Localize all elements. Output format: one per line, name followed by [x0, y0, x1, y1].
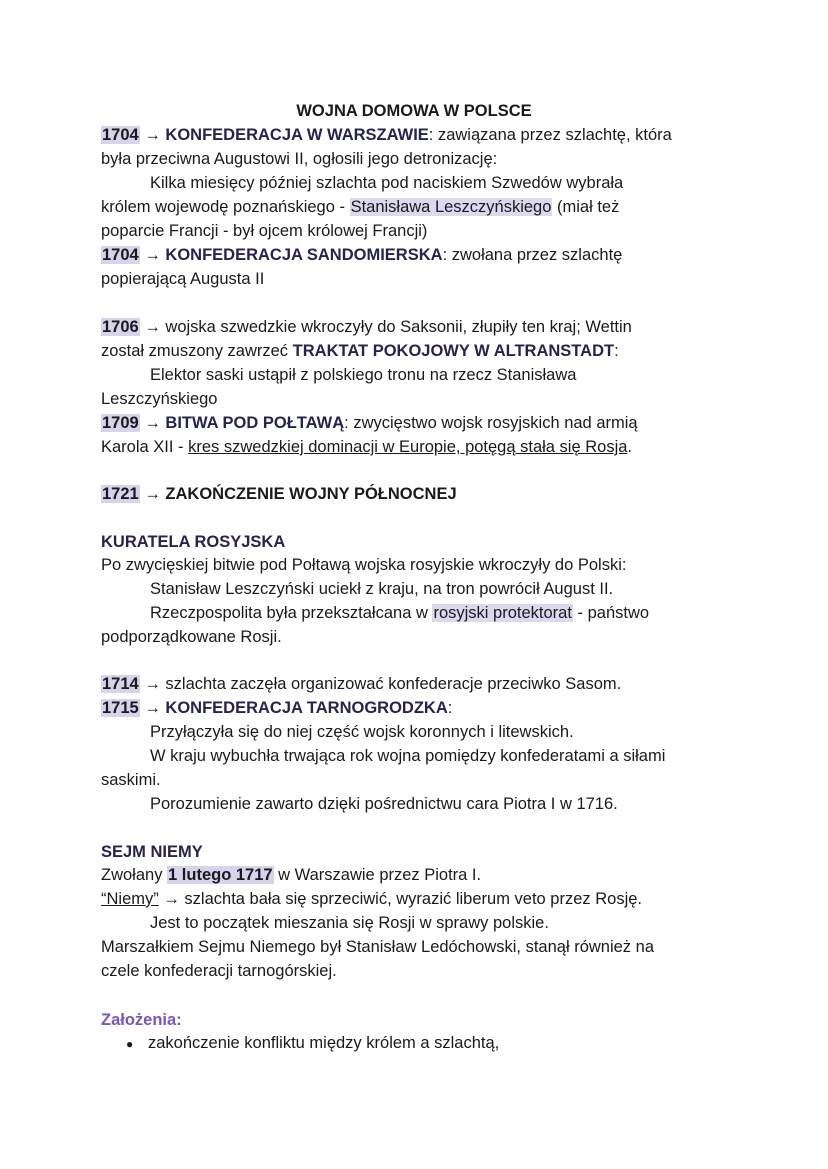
text-line: Elektor saski ustąpił z polskiego tronu na rzecz Stanisława: [150, 366, 577, 384]
underlined-text: “Niemy”: [101, 890, 159, 908]
text-line: [101, 863, 481, 887]
text-line: Stanisław Leszczyński uciekł z kraju, na tron powrócił August II.: [150, 580, 614, 598]
text-line: [150, 601, 649, 625]
text-line: Porozumienie zawarto dzięki pośrednictwu cara Piotra I w 1716.: [150, 795, 618, 813]
text: - państwo: [572, 604, 650, 622]
year-badge: 1706: [102, 318, 139, 336]
section-heading-kuratela: KURATELA ROSYJSKA: [101, 533, 286, 551]
entry-1706: [101, 315, 632, 339]
section-heading-zalozenia: Założenia:: [101, 1011, 182, 1029]
entry-1715: [101, 696, 452, 720]
arrow-icon: →: [163, 890, 180, 908]
year-badge: 1704: [102, 126, 139, 144]
arrow-icon: →: [144, 675, 161, 693]
text: szlachta bała się sprzeciwić, wyrazić liberum veto przez Rosję.: [179, 890, 643, 908]
underlined-text: kres szwedzkiej dominacji w Europie, potęgą stała się Rosja: [188, 438, 628, 456]
text-line: była przeciwna Augustowi II, ogłosili jego detronizację:: [101, 150, 498, 168]
keyword: BITWA POD POŁTAWĄ: [165, 414, 345, 432]
text: :: [614, 342, 619, 360]
text-line: Przyłączyła się do niej część wojsk koronnych i litewskich.: [150, 723, 574, 741]
text: :: [447, 699, 453, 717]
year-badge: 1715: [102, 699, 139, 717]
text: .: [627, 438, 633, 456]
year-badge: 1704: [102, 246, 139, 264]
arrow-icon: →: [144, 414, 161, 432]
text-line: saskimi.: [101, 771, 161, 789]
highlight: Stanisława Leszczyńskiego: [350, 198, 552, 216]
text: zakończenie konfliktu między królem a szlachtą,: [148, 1034, 500, 1052]
text-line: Jest to początek mieszania się Rosji w sprawy polskie.: [150, 914, 549, 932]
text-line: [101, 887, 642, 911]
text: szlachta zaczęła organizować konfederacje przeciwko Sasom.: [160, 675, 622, 693]
text: wojska szwedzkie wkroczyły do Saksonii, złupiły ten kraj; Wettin: [160, 318, 632, 336]
text: Karola XII -: [101, 438, 189, 456]
keyword: KONFEDERACJA TARNOGRODZKA: [165, 699, 448, 717]
text: : zwołana przez szlachtę: [442, 246, 623, 264]
text: Zwołany: [101, 866, 168, 884]
text-line: [101, 435, 632, 459]
arrow-icon: →: [144, 126, 161, 144]
text-line: W kraju wybuchła trwająca rok wojna pomiędzy konfederatami a siłami: [150, 747, 666, 765]
entry-1714: [101, 672, 621, 696]
keyword: ZAKOŃCZENIE WOJNY PÓŁNOCNEJ: [165, 485, 457, 503]
date-highlight: 1 lutego 1717: [168, 866, 273, 884]
text: został zmuszony zawrzeć: [101, 342, 293, 360]
text: Rzeczpospolita była przekształcana w: [150, 604, 433, 622]
arrow-icon: →: [144, 485, 161, 503]
text: królem wojewodę poznańskiego -: [101, 198, 350, 216]
arrow-icon: →: [144, 246, 161, 264]
year-badge: 1709: [102, 414, 139, 432]
text: : zwycięstwo wojsk rosyjskich nad armią: [344, 414, 638, 432]
text-line: Leszczyńskiego: [101, 390, 218, 408]
text-line: Po zwycięskiej bitwie pod Połtawą wojska rosyjskie wkroczyły do Polski:: [101, 556, 627, 574]
page-title: WOJNA DOMOWA W POLSCE: [296, 102, 532, 120]
arrow-icon: →: [144, 318, 161, 336]
list-item: [126, 1031, 499, 1056]
bullet-icon: ●: [126, 1037, 134, 1051]
text-line: Marszałkiem Sejmu Niemego był Stanisław Ledóchowski, stanął również na: [101, 938, 654, 956]
arrow-icon: →: [144, 699, 161, 717]
entry-1709: [101, 411, 638, 435]
text-line: czele konfederacji tarnogórskiej.: [101, 962, 337, 980]
year-badge: 1714: [102, 675, 139, 693]
highlight: rosyjski protektorat: [433, 604, 572, 622]
text: (miał też: [552, 198, 620, 216]
text-line: [101, 339, 619, 363]
section-heading-sejm: SEJM NIEMY: [101, 843, 203, 861]
keyword: KONFEDERACJA W WARSZAWIE: [165, 126, 429, 144]
text-line: Kilka miesięcy później szlachta pod naciskiem Szwedów wybrała: [150, 174, 624, 192]
text-line: [101, 195, 619, 219]
text-line: poparcie Francji - był ojcem królowej Francji): [101, 222, 428, 240]
keyword: KONFEDERACJA SANDOMIERSKA: [165, 246, 443, 264]
keyword: TRAKTAT POKOJOWY W ALTRANSTADT: [292, 342, 615, 360]
entry-1721: [101, 482, 457, 506]
entry-1704-warszawa: [101, 123, 672, 147]
text: w Warszawie przez Piotra I.: [273, 866, 482, 884]
text-line: podporządkowane Rosji.: [101, 628, 282, 646]
entry-1704-sandomierz: [101, 243, 622, 267]
text: : zawiązana przez szlachtę, która: [428, 126, 672, 144]
text-line: popierającą Augusta II: [101, 270, 265, 288]
year-badge: 1721: [102, 485, 139, 503]
